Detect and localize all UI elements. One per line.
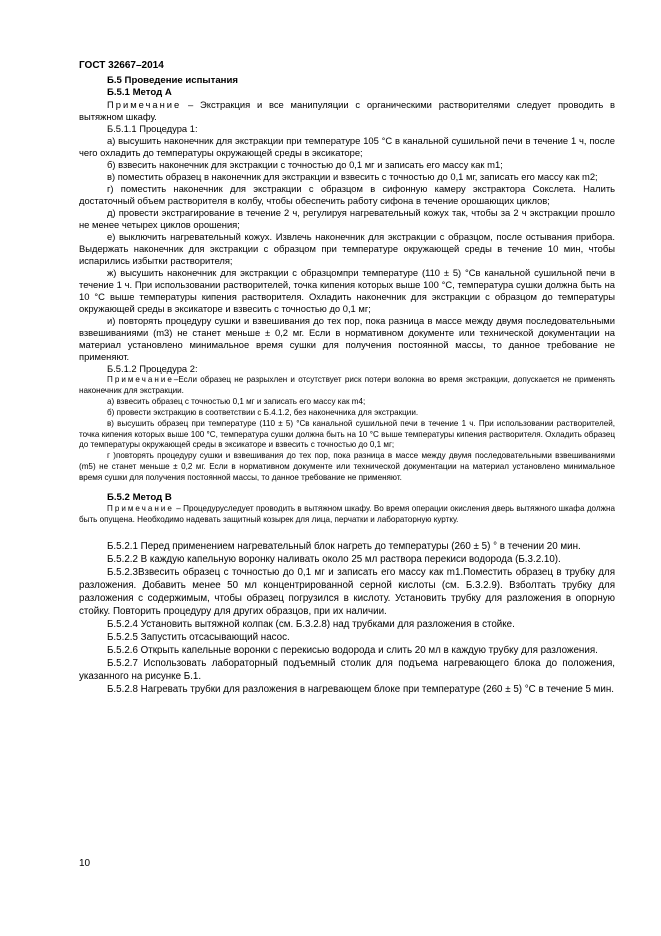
document-body — [79, 75, 615, 696]
clause-b-5-2-1: Б.5.2.1 Перед применением нагревательный блок нагреть до температуры (260 ± 5) ° в течении 20 мин. — [107, 540, 581, 552]
method-b-title: Б.5.2 Метод В — [107, 492, 172, 504]
note-text: – Экстракция и все манипуляции с органическими растворителями следует проводить в вытяжном шкафу. — [79, 99, 615, 122]
note-method-a — [79, 99, 615, 123]
procedure-1-step-d: г) поместить наконечник для экстракции с образцом в сифонную камеру экстрактора Сокслета. Налить достаточный объем растворителя в колбу, чтобы обеспечить работу сифона в течение орошающих циклов; — [79, 183, 615, 206]
procedure-1-title: Б.5.1.1 Процедура 1: — [107, 123, 198, 134]
note-label: Примечание — [107, 375, 174, 384]
procedure-1-step-f: е) выключить нагревательный кожух. Извлечь наконечник для экстракции с образцом, после остывания прибора. Выдержать наконечник для экстракции с образцом при температуре окружающей среды в течение 10 мин, чтобы испарились избытки растворителя; — [79, 231, 615, 266]
clause-b-5-2-4: Б.5.2.4 Установить вытяжной колпак (см. Б.3.2.8) над трубками для разложения в стойке. — [107, 618, 515, 630]
clause-b-5-2-5: Б.5.2.5 Запустить отсасывающий насос. — [107, 631, 290, 643]
clause-b-5-2-3: Б.5.2.3Взвесить образец с точностью до 0,1 мг и записать его массу как m1.Поместить образец в трубку для разложения. Добавить менее 50 мл концентрированной серной кислоты (см. Б.3.2.9). Взболтать трубку для разложения с содержимым, чтобы образец погрузился в кислоту. Установить трубку для разложения в опорную стойку. Повторить процедуру для других образцов, при их наличии. — [79, 566, 615, 617]
clause-b-5-2-6: Б.5.2.6 Открыть капельные воронки с перекисью водорода и слить 20 мл в каждую трубку для разложения. — [107, 644, 598, 656]
note-text: –Если образец не разрыхлен и отсутствует риск потери волокна во время экстракции, допускается не применять наконечник для экстракции. — [79, 375, 615, 395]
procedure-1-step-g: ж) высушить наконечник для экстракции с образцомпри температуре (110 ± 5) °Св канальной сушильной печи в течение 1 ч. При использовании растворителей, точка кипения которых выше 100 °С, температура сушки должна быть на 10 °С выше температуры кипения растворителя. Охладить наконечник для экстракции с образцом до температуры окружающей среды в эксикаторе и взвесить с точностью до 0,1 мг; — [79, 267, 615, 314]
procedure-1-step-h: и) повторять процедуру сушки и взвешивания до тех пор, пока разница в массе между двумя последовательными взвешиваниями (m3) не станет меньше ± 0,2 мг. Если в нормативном документе или технической документации на материал установлено минимальное время сушки для получения постоянной массы, то данное требование не применяют. — [79, 315, 615, 362]
clause-b-5-2-7: Б.5.2.7 Использовать лабораторный подъемный столик для подъема нагревающего блока до положения, указанного на рисунке Б.1. — [79, 657, 615, 682]
note-text: – Процедуруследует проводить в вытяжном шкафу. Во время операции окисления дверь вытяжного шкафа должна быть опущена. Необходимо надевать защитный козырек для лица, перчатки и лабораторную куртку. — [79, 504, 615, 524]
note-procedure-2 — [79, 375, 615, 397]
clause-b-5-2-8: Б.5.2.8 Нагревать трубки для разложения в нагревающем блоке при температуре (260 ± 5) °С в течение 5 мин. — [107, 683, 615, 695]
page-number: 10 — [79, 858, 91, 869]
procedure-1-step-e: д) провести экстрагирование в течение 2 ч, регулируя нагревательный кожух так, чтобы за 2 ч экстракции прошло не менее четырех циклов орошения; — [79, 207, 615, 230]
note-method-b — [79, 504, 615, 526]
method-a-title: Б.5.1 Метод А — [107, 87, 172, 98]
procedure-1-step-a: а) высушить наконечник для экстракции при температуре 105 °С в канальной сушильной печи в течение 1 ч, после чего охладить до температуры окружающей среды в эксикаторе; — [79, 135, 615, 158]
note-label: Примечание — [107, 99, 182, 110]
note-label: Примечание — [107, 504, 174, 514]
clause-b-5-2-2: Б.5.2.2 В каждую капельную воронку наливать около 25 мл раствора перекиси водорода (Б.3.2.10). — [107, 553, 561, 565]
section-title: Б.5 Проведение испытания — [107, 75, 238, 86]
document-header: ГОСТ 32667–2014 — [79, 60, 164, 71]
procedure-2-title: Б.5.1.2 Процедура 2: — [107, 363, 198, 374]
procedure-2-step-b: б) провести экстракцию в соответствии с Б.4.1.2, без наконечника для экстракции. — [107, 407, 419, 417]
procedure-2-step-d: г )повторять процедуру сушки и взвешивания до тех пор, пока разница в массе между двумя последовательными взвешиваниями (m5) не станет меньше ± 0,2 мг. Если в нормативном документе или технической документации на материал установлено минимальное время сушки для получения постоянной массы, то данное требование не применяют. — [79, 451, 615, 483]
procedure-2-step-a: а) взвесить образец с точностью 0,1 мг и записать его массу как m4; — [107, 396, 366, 406]
procedure-1-step-b: б) взвесить наконечник для экстракции с точностью до 0,1 мг и записать его массу как m1; — [107, 159, 503, 170]
procedure-2-step-c: в) высушить образец при температуре (110 ± 5) °Св канальной сушильной печи в течение 1 ч. При использовании растворителей, точка кипения которых выше 100 °С, температура сушки должна быть на 10 °С выше температуры кипения растворителя. Охладить образец до температуры окружающей среды в эксикаторе и взвесить с точностью до 0,1 мг; — [79, 418, 615, 450]
procedure-1-step-c: в) поместить образец в наконечник для экстракции и взвесить с точностью до 0,1 мг, записать его массу как m2; — [107, 171, 598, 182]
